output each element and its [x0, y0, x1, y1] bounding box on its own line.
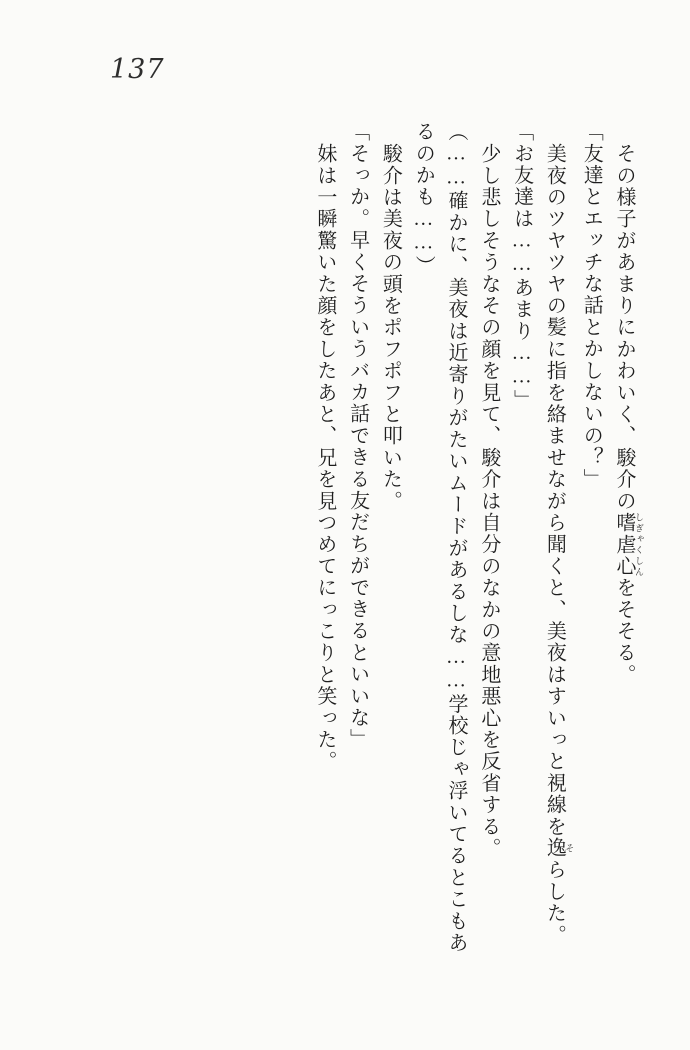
text-line: 少し悲しそうなその顔を見て、駿介は自分のなかの意地悪心を反省する。 [477, 142, 500, 859]
text-line: 「お友達は……あまり……」 [510, 121, 533, 412]
ruby-annotated-word: 逸 そ [543, 837, 575, 859]
text-line: 妹は一瞬驚いた顔をしたあと、兄を見つめてにっこりと笑った。 [313, 142, 336, 772]
text-line: 駿介は美夜の頭をポフポフと叩いた。 [379, 142, 402, 512]
text-line: 美夜のツヤツヤの髪に指を絡ませながら聞くと、美夜はすいっと視線を逸 そらした。 [543, 142, 575, 946]
page-number: 137 [110, 54, 165, 85]
text-line: （……確かに、美夜は近寄りがたいムードがあるしな……学校じゃ浮いてるとこもあ [445, 121, 468, 954]
text-line: 「友達とエッチな話とかしないの？」 [580, 121, 603, 490]
text-line: その様子があまりにかわいく、駿介の嗜虐心 しぎゃくしんをそそる。 [613, 142, 644, 686]
text-line: るのかも……） [412, 121, 435, 277]
text-line: 「そっか。早くそういうバカ話できる友だちができるといいな」 [346, 121, 369, 751]
text-columns [308, 121, 644, 959]
furigana: しぎゃくしん [634, 511, 644, 577]
ruby-annotated-word: 嗜虐心 しぎゃくしん [613, 511, 644, 577]
furigana: そ [564, 837, 575, 859]
